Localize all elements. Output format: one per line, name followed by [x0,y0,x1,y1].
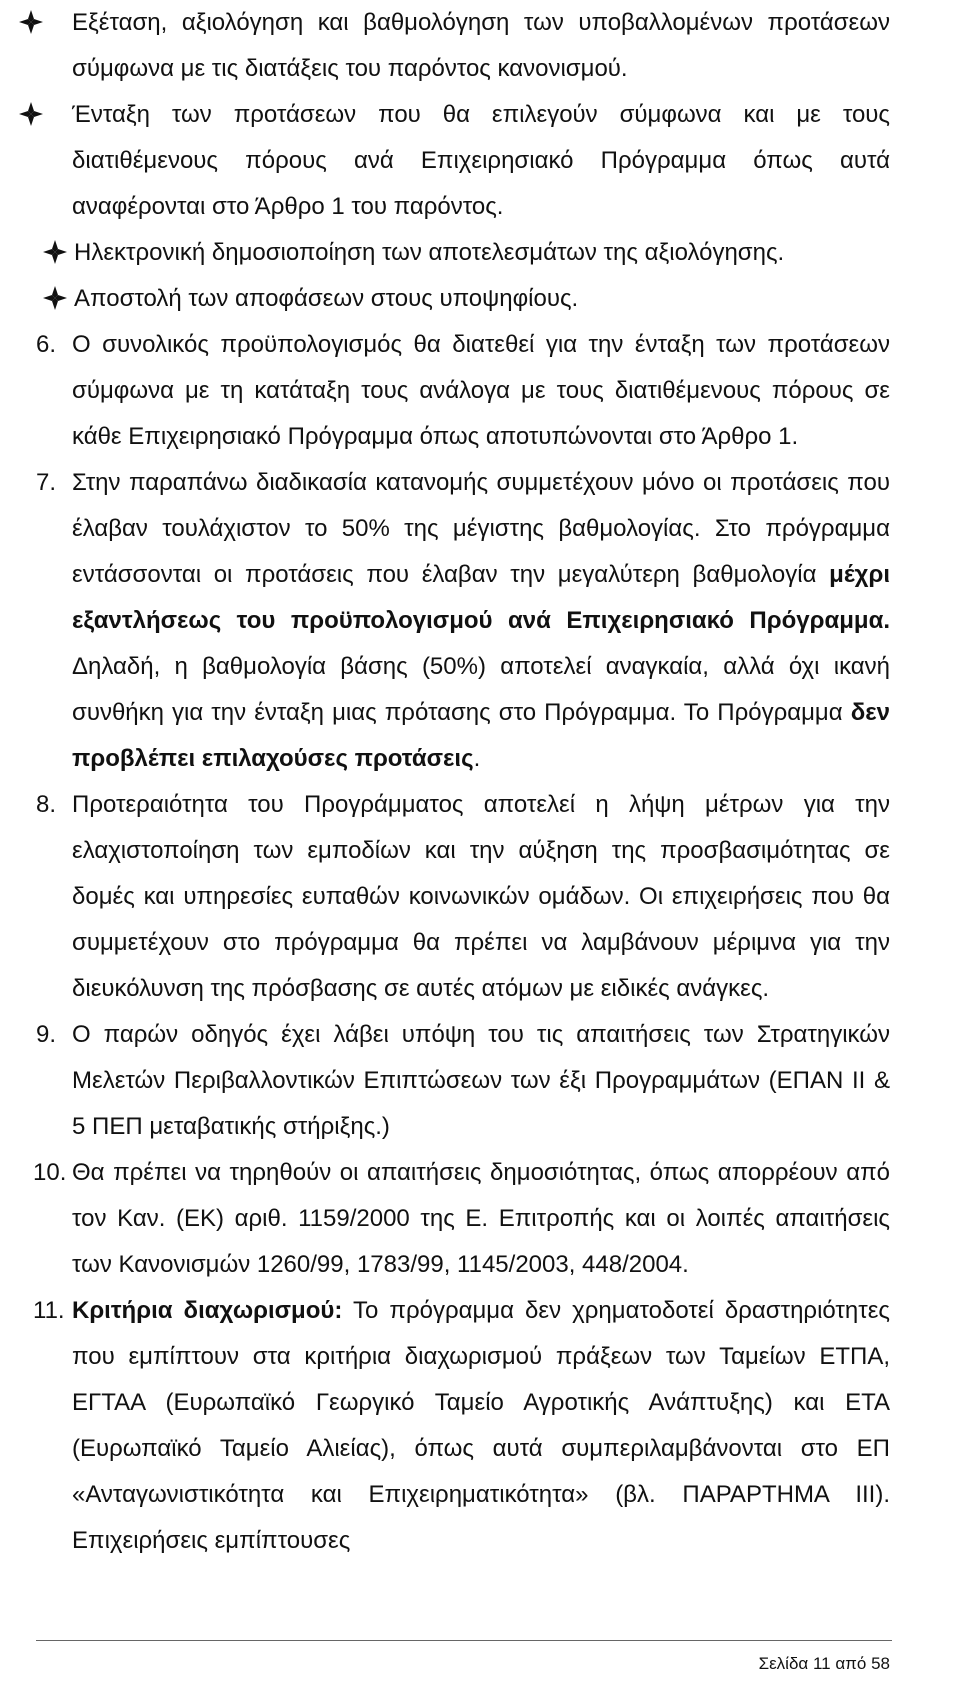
item-text: Δηλαδή, η βαθμολογία βάσης (50%) αποτελεί αναγκαία, αλλά όχι ικανή συνθήκη για την ένταξη μιας πρότασης στο Πρόγραμμα. Το Πρόγραμμα [72,653,890,726]
bullet-text: Ένταξη των προτάσεων που θα επιλεγούν σύμφωνα και με τους διατιθέμενους πόρους ανά Επιχειρησιακό Πρόγραμμα όπως αυτά αναφέρονται στο Άρθρο 1 του παρόντος. [72,101,890,220]
item-text: Το πρόγραμμα δεν χρηματοδοτεί δραστηριότητες που εμπίπτουν στα κριτήρια διαχωρισμού πράξεων των Ταμείων ΕΤΠΑ, ΕΓΤΑΑ (Ευρωπαϊκό Γεωργικό Ταμείο Αγροτικής Ανάπτυξης) και ΕΤΑ (Ευρωπαϊκό Ταμείο Αλιείας), όπως αυτά συμπεριλαμβάνονται στο ΕΠ «Ανταγωνιστικότητα και Επιχειρηματικότητα» (βλ. ΠΑΡΑΡΤΗΜΑ ΙΙΙ). Επιχειρήσεις εμπίπτουσες [72,1297,890,1554]
item-emphasis: μέχρι εξαντλήσεως του προϋπολογισμού ανά Επιχειρησιακό Πρόγραμμα. [72,561,890,634]
item-emphasis: δεν προβλέπει επιλαχούσες προτάσεις [72,699,890,772]
bullet-text: Ηλεκτρονική δημοσιοποίηση των αποτελεσμάτων της αξιολόγησης. [74,239,785,266]
item-number: 11. [33,1297,65,1324]
bullet-item [0,276,960,322]
numbered-item-9 [0,1012,960,1150]
item-number: 9. [36,1021,57,1048]
item-number: 7. [36,469,57,496]
four-petal-diamond-icon [18,9,44,35]
numbered-item-6 [0,322,960,460]
item-emphasis: Κριτήρια διαχωρισμού: [72,1297,343,1324]
item-text: Ο συνολικός προϋπολογισμός θα διατεθεί για την ένταξη των προτάσεων σύμφωνα με τη κατάταξη τους ανάλογα με τους διατιθέμενους πόρους σε κάθε Επιχειρησιακό Πρόγραμμα όπως αποτυπώνονται στο Άρθρο 1. [72,331,890,450]
numbered-item-10 [0,1150,960,1288]
item-text: Ο παρών οδηγός έχει λάβει υπόψη του τις απαιτήσεις των Στρατηγικών Μελετών Περιβαλλοντικών Επιπτώσεων των έξι Προγραμμάτων (ΕΠΑΝ ΙΙ & 5 ΠΕΠ μεταβατικής στήριξης.) [72,1021,890,1140]
footer-divider [36,1640,892,1641]
item-text: Θα πρέπει να τηρηθούν οι απαιτήσεις δημοσιότητας, όπως απορρέουν από τον Καν. (ΕΚ) αριθ. 1159/2000 της Ε. Επιτροπής και οι λοιπές απαιτήσεις των Κανονισμών 1260/99, 1783/99, 1145/2003, 448/2004. [72,1159,890,1278]
numbered-item-8 [0,782,960,1012]
four-petal-diamond-icon [42,285,68,311]
numbered-item-7 [0,460,960,782]
bullet-item [0,92,960,230]
bullet-item [0,0,960,92]
item-text: . [473,745,481,772]
item-text: Στην παραπάνω διαδικασία κατανομής συμμετέχουν μόνο οι προτάσεις που έλαβαν τουλάχιστον το 50% της μέγιστης βαθμολογίας. Στο πρόγραμμα εντάσσονται οι προτάσεις που έλαβαν την μεγαλύτερη βαθμολογία [72,469,890,588]
page-number: Σελίδα 11 από 58 [758,1654,890,1673]
item-number: 6. [36,331,57,358]
item-number: 10. [33,1159,67,1186]
four-petal-diamond-icon [18,101,44,127]
numbered-item-11 [0,1288,960,1564]
bullet-text: Αποστολή των αποφάσεων στους υποψηφίους. [74,285,579,312]
item-number: 8. [36,791,57,818]
bullet-item [0,230,960,276]
four-petal-diamond-icon [42,239,68,265]
bullet-text: Εξέταση, αξιολόγηση και βαθμολόγηση των υποβαλλομένων προτάσεων σύμφωνα με τις διατάξεις του παρόντος κανονισμού. [72,9,890,82]
item-text: Προτεραιότητα του Προγράμματος αποτελεί η λήψη μέτρων για την ελαχιστοποίηση των εμποδίων και την αύξηση της προσβασιμότητας σε δομές και υπηρεσίες ευπαθών κοινωνικών ομάδων. Οι επιχειρήσεις που θα συμμετέχουν στο πρόγραμμα θα πρέπει να λαμβάνουν μέριμνα για την διευκόλυνση της πρόσβασης σε αυτές ατόμων με ειδικές ανάγκες. [72,791,890,1002]
